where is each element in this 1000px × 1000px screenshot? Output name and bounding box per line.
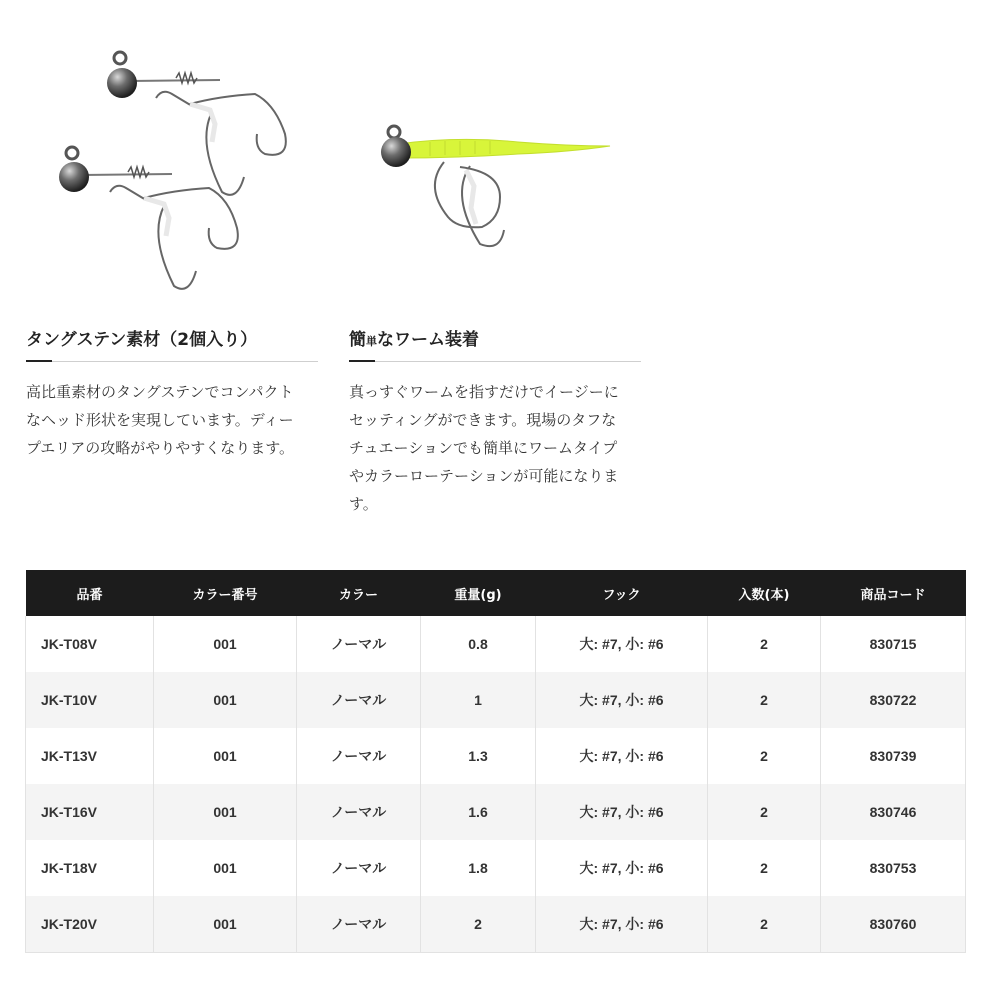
cell-hook: 大: #7, 小: #6 (536, 616, 708, 672)
feature-title (349, 327, 641, 361)
jighead-pair-icon (40, 40, 310, 300)
cell-weight: 1.8 (421, 840, 536, 896)
cell-color: ノーマル (297, 616, 421, 672)
cell-hook: 大: #7, 小: #6 (536, 728, 708, 784)
jighead-with-worm-icon (370, 110, 620, 270)
cell-color: ノーマル (297, 728, 421, 784)
title-part: なワーム装着 (377, 330, 479, 350)
feature-title: タングステン素材（2個入り） (26, 330, 258, 350)
cell-color-number: 001 (154, 616, 297, 672)
cell-color: ノーマル (297, 784, 421, 840)
cell-product-code: 830722 (821, 672, 966, 728)
description-line: 高比重素材のタングステンでコンパクト (26, 383, 294, 401)
cell-hook: 大: #7, 小: #6 (536, 672, 708, 728)
cell-hook: 大: #7, 小: #6 (536, 840, 708, 896)
cell-product-code: 830715 (821, 616, 966, 672)
header-quantity: 入数(本) (708, 570, 821, 616)
description-line: す。 (349, 495, 378, 513)
cell-weight: 1.6 (421, 784, 536, 840)
cell-color-number: 001 (154, 896, 297, 953)
description-line: プエリアの攻略がやりやすくなります。 (26, 439, 295, 457)
cell-color-number: 001 (154, 840, 297, 896)
cell-product-code: 830753 (821, 840, 966, 896)
cell-product-code: 830739 (821, 728, 966, 784)
cell-product-number: JK-T16V (26, 784, 154, 840)
cell-hook: 大: #7, 小: #6 (536, 896, 708, 953)
cell-color: ノーマル (297, 672, 421, 728)
header-color: カラー (297, 570, 421, 616)
cell-quantity: 2 (708, 616, 821, 672)
cell-color-number: 001 (154, 672, 297, 728)
cell-weight: 2 (421, 896, 536, 953)
title-underline (26, 361, 318, 362)
table-row (26, 784, 966, 840)
description-line: 真っすぐワームを指すだけでイージーに (349, 383, 619, 401)
description-line: チュエーションでも簡単にワームタイプ (349, 439, 618, 457)
cell-product-number: JK-T18V (26, 840, 154, 896)
header-product-number: 品番 (26, 570, 154, 616)
cell-product-number: JK-T10V (26, 672, 154, 728)
table-row (26, 728, 966, 784)
cell-quantity: 2 (708, 672, 821, 728)
feature-tungsten (26, 327, 318, 462)
cell-product-number: JK-T13V (26, 728, 154, 784)
description-line: なヘッド形状を実現しています。ディー (26, 411, 294, 429)
header-color-number: カラー番号 (154, 570, 297, 616)
title-underline (349, 361, 641, 362)
cell-weight: 0.8 (421, 616, 536, 672)
description-line: やカラーローテーションが可能になりま (349, 467, 619, 485)
cell-quantity: 2 (708, 840, 821, 896)
table-row (26, 672, 966, 728)
feature-description (349, 378, 641, 518)
cell-product-number: JK-T08V (26, 616, 154, 672)
table-row (26, 896, 966, 953)
cell-product-number: JK-T20V (26, 896, 154, 953)
table-header-row (26, 570, 966, 616)
table-row (26, 840, 966, 896)
cell-quantity: 2 (708, 896, 821, 953)
header-product-code: 商品コード (821, 570, 966, 616)
feature-description (26, 378, 318, 462)
cell-quantity: 2 (708, 784, 821, 840)
header-weight: 重量(g) (421, 570, 536, 616)
title-part: 単 (366, 335, 377, 348)
table-row (26, 616, 966, 672)
cell-weight: 1 (421, 672, 536, 728)
cell-color-number: 001 (154, 728, 297, 784)
cell-weight: 1.3 (421, 728, 536, 784)
cell-hook: 大: #7, 小: #6 (536, 784, 708, 840)
feature-worm-setup (349, 327, 641, 518)
description-line: セッティングができます。現場のタフな (349, 411, 617, 429)
cell-color-number: 001 (154, 784, 297, 840)
cell-product-code: 830746 (821, 784, 966, 840)
cell-product-code: 830760 (821, 896, 966, 953)
cell-color: ノーマル (297, 896, 421, 953)
title-part: 簡 (349, 330, 366, 350)
header-hook: フック (536, 570, 708, 616)
cell-color: ノーマル (297, 840, 421, 896)
spec-table (25, 570, 966, 953)
cell-quantity: 2 (708, 728, 821, 784)
